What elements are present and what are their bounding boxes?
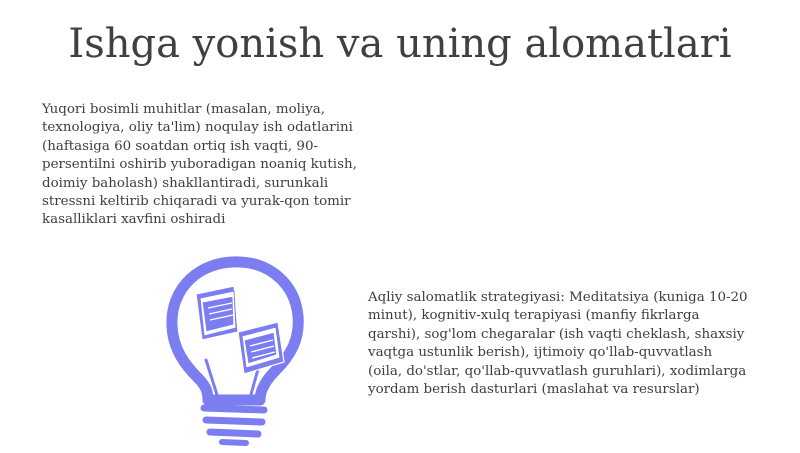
lightbulb-book-icon [148, 250, 328, 449]
burnout-description-text: Yuqori bosimli muhitlar (masalan, moliya, texnologiya, oliy ta'lim) noqulay ish odatlarini (haftasiga 60 soatdan ortiq ish vaqti, 90-persentilni oshirib yuboradigan noaniq kutish, doimiy baholash) shakllantiradi, surunkali stressni keltirib chiqaradi va yurak-qon tomir kasalliklari xavfini oshiradi [42, 102, 357, 228]
slide-title: Ishga yonish va uning alomatlari [68, 21, 732, 67]
mental-health-strategy-text: Aqliy salomatlik strategiyasi: Meditatsiya (kuniga 10-20 minut), kognitiv-xulq terapiyasi (manfiy fikrlarga qarshi), sog'lom chegaralar (ish vaqti cheklash, shaxsiy vaqtga ustunlik berish), ijtimoiy qo'llab-quvvatlash (oila, do'stlar, qo'llab-quvvatlash guruhlari), xodimlarga yordam berish dasturlari (maslahat va resurslar) [368, 290, 748, 398]
